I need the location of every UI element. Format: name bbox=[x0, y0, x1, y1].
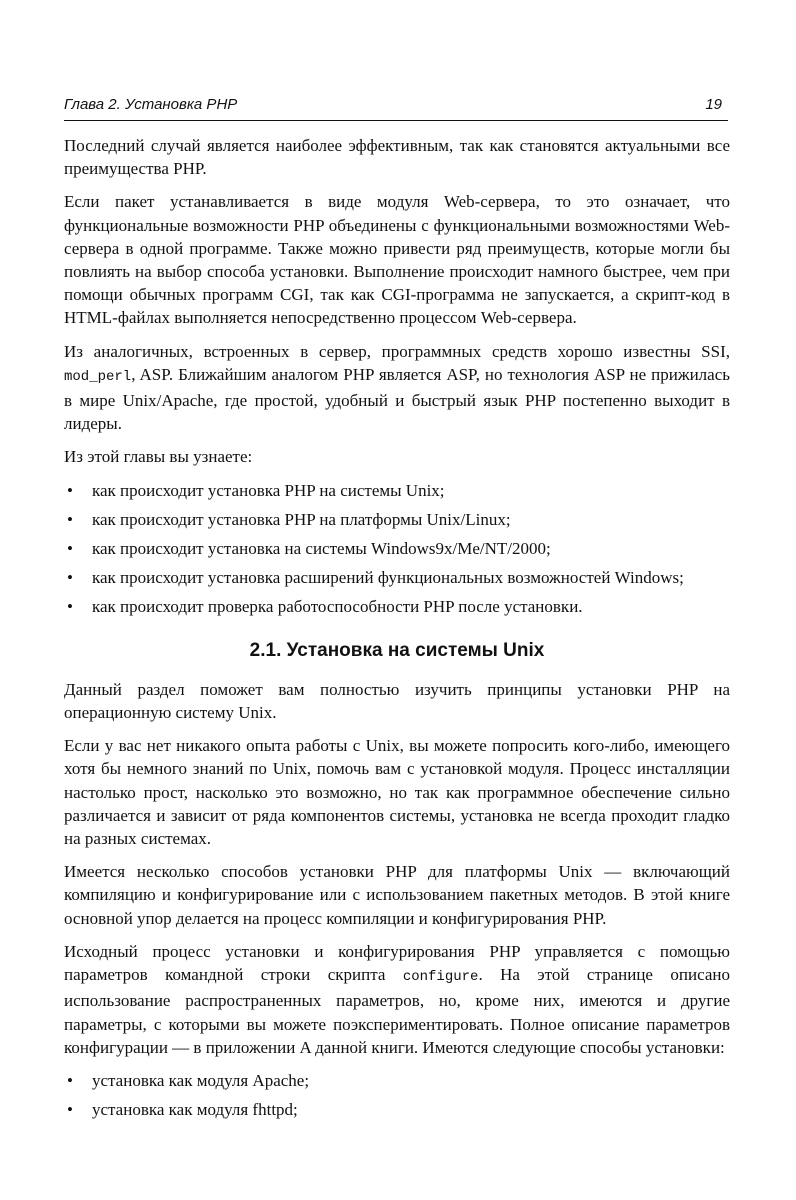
bullet-icon: • bbox=[67, 568, 73, 588]
list-item-text: как происходит установка PHP на системы Unix; bbox=[92, 480, 445, 500]
bullet-icon: • bbox=[67, 480, 73, 500]
text-run: . На этой странице описано использование распространенных параметров, но, кроме них, имеются и другие параметры, с которыми вы можете поэкспериментировать. Полное описание параметров конфигурации — в приложении A данной книги. Имеются следующие способы установки: bbox=[64, 965, 730, 1057]
list-item-text: как происходит проверка работоспособности PHP после установки. bbox=[92, 597, 583, 617]
text-run: , ASP. Ближайшим аналогом PHP является ASP, но технология ASP не прижилась в мире Unix/Apache, где простой, удобный и быстрый язык PHP постепенно выходит в лидеры. bbox=[64, 364, 730, 434]
list-item bbox=[64, 1098, 730, 1121]
text-run: Из аналогичных, встроенных в сервер, программных средств хорошо известны SSI, bbox=[64, 341, 730, 361]
list-item bbox=[64, 1069, 730, 1092]
list-intro: Из этой главы вы узнаете: bbox=[64, 447, 253, 467]
list-item-text: как происходит установка PHP на платформы Unix/Linux; bbox=[92, 509, 511, 529]
code-configure: configure bbox=[402, 969, 479, 986]
code-mod-perl: mod_perl bbox=[64, 368, 132, 385]
paragraph: Имеется несколько способов установки PHP для платформы Unix — включающий компиляцию и конфигурирование или с использованием пакетных методов. В этой книге основной упор делается на процесс компиляции и конфигурирования PHP. bbox=[64, 862, 730, 928]
paragraph: Данный раздел поможет вам полностью изучить принципы установки PHP на операционную систему Unix. bbox=[64, 679, 730, 723]
running-header bbox=[64, 96, 728, 121]
chapter-topics-list bbox=[64, 479, 730, 619]
list-item bbox=[64, 508, 730, 531]
paragraph-configure bbox=[64, 940, 730, 1059]
paragraph: Если пакет устанавливается в виде модуля Web-сервера, то это означает, что функциональные возможности PHP объединены с функциональными возможностями Web-сервера в одной программе. Также можно привести ряд преимуществ, которые могли бы повлиять на выбор способа установки. Выполнение происходит намного быстрее, чем при помощи обычных программ CGI, так как CGI-программа не запускается, а скрипт-код в HTML-файлах выполняется непосредственно процессом Web-сервера. bbox=[64, 192, 730, 328]
text-run: Исходный процесс установки и конфигурирования PHP управляется с помощью параметров командной строки скрипта bbox=[64, 941, 730, 985]
chapter-title: Глава 2. Установка PHP bbox=[64, 96, 238, 113]
list-item bbox=[64, 566, 730, 589]
paragraph: Последний случай является наиболее эффективным, так как становятся актуальными все преимущества PHP. bbox=[64, 136, 730, 179]
bullet-icon: • bbox=[67, 1100, 73, 1120]
bullet-icon: • bbox=[67, 597, 73, 617]
bullet-icon: • bbox=[67, 1070, 73, 1090]
list-item bbox=[64, 595, 730, 618]
list-item-text: установка как модуля fhttpd; bbox=[92, 1100, 298, 1120]
list-item-text: как происходит установка на системы Windows9x/Me/NT/2000; bbox=[92, 539, 551, 559]
bullet-icon: • bbox=[67, 509, 73, 529]
bullet-icon: • bbox=[67, 539, 73, 559]
section-heading: 2.1. Установка на системы Unix bbox=[249, 639, 545, 661]
paragraph-ssi bbox=[64, 340, 730, 436]
page-body bbox=[64, 134, 730, 1133]
paragraph: Если у вас нет никакого опыта работы с Unix, вы можете попросить кого-либо, имеющего хотя бы немного знаний по Unix, помочь вам с установкой модуля. Процесс инсталляции настолько прост, насколько это возможно, но так как программное обеспечение сильно различается и зависит от ряда компонентов системы, установка не всегда проходит гладко на разных системах. bbox=[64, 736, 730, 849]
page-number: 19 bbox=[705, 96, 722, 113]
install-methods-list bbox=[64, 1069, 730, 1121]
list-item-text: как происходит установка расширений функциональных возможностей Windows; bbox=[92, 568, 684, 588]
list-item bbox=[64, 537, 730, 560]
list-item bbox=[64, 479, 730, 502]
list-item-text: установка как модуля Apache; bbox=[92, 1070, 310, 1090]
